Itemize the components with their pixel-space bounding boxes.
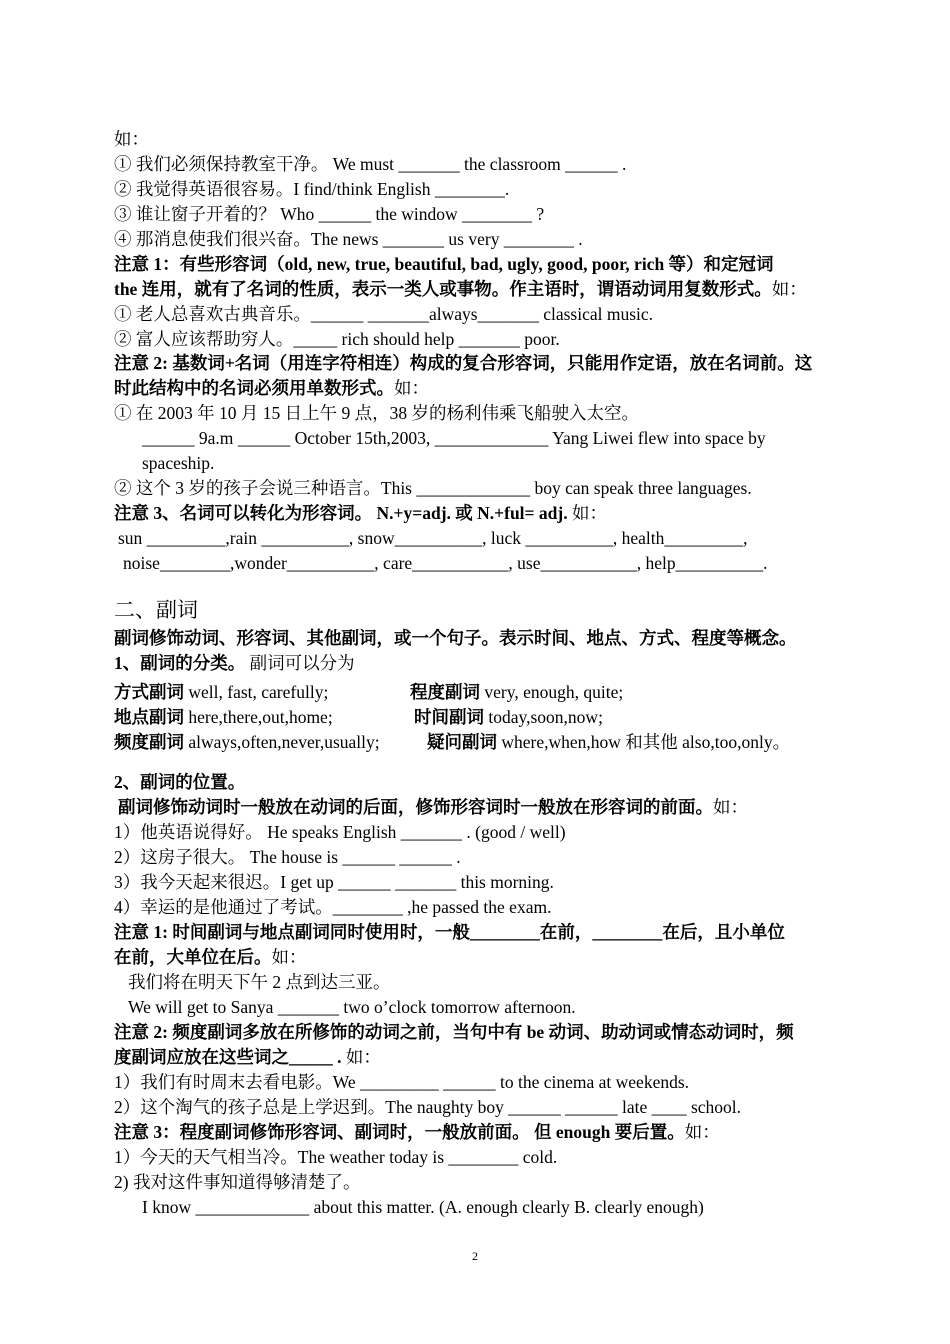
line-tail: 如：: [771, 279, 807, 299]
note-line: [114, 377, 429, 399]
text-line: [114, 896, 551, 918]
text-line: [128, 996, 576, 1018]
class-label: 时间副词: [414, 707, 484, 727]
note-line: [114, 1021, 794, 1043]
text-line: [142, 452, 214, 474]
line-tail: 如：: [271, 947, 307, 967]
note-line: [114, 1046, 381, 1068]
class-words: well, fast, carefully;: [184, 682, 329, 702]
text-line: [114, 846, 461, 868]
line-text: ______ 9a.m ______ October 15th,2003, _____________ Yang Liwei flew into space by: [142, 428, 766, 448]
line-text: 2）这房子很大。 The house is ______ ______ .: [114, 847, 461, 867]
text-line: [114, 328, 560, 350]
line-text: 在前，大单位在后。: [114, 947, 272, 967]
line-text: 二、副词: [114, 598, 198, 622]
note-line: [114, 652, 355, 674]
text-line: [114, 1171, 360, 1193]
line-text: I know _____________ about this matter. (A. enough clearly B. clearly enough): [142, 1197, 704, 1217]
class-row-place: [114, 706, 333, 728]
text-line: [114, 128, 149, 150]
line-text: 注意 2: 基数词+名词（用连字符相连）构成的复合形容词，只能用作定语，放在名词前。这: [114, 353, 813, 373]
note-line: [114, 1121, 720, 1143]
line-text: ① 我们必须保持教室干净。 We must _______ the classroom ______ .: [114, 154, 627, 174]
line-text: 副词修饰动词、形容词、其他副词，或一个句子。表示时间、地点、方式、程度等概念。: [114, 628, 797, 648]
text-line: [114, 477, 752, 499]
section-heading: [114, 599, 198, 622]
line-text: 注意 1：有些形容词（old, new, true, beautiful, bad, ugly, good, poor, rich 等）和定冠词: [114, 254, 774, 274]
text-line: [128, 971, 391, 993]
line-text: spaceship.: [142, 453, 215, 473]
text-line: [114, 1096, 741, 1118]
line-text: ② 我觉得英语很容易。I find/think English ________.: [114, 179, 510, 199]
text-line: [118, 527, 747, 549]
text-line: [142, 1196, 704, 1218]
line-tail: 如：: [684, 1122, 720, 1142]
text-line: [114, 303, 653, 325]
text-line: [114, 228, 583, 250]
class-row-time: [414, 706, 603, 728]
line-tail: 如：: [713, 797, 748, 817]
class-label: 地点副词: [114, 707, 184, 727]
class-words: where,when,how 和其他 also,too,only。: [497, 732, 791, 752]
note-line: [114, 253, 774, 275]
line-text: ① 在 2003 年 10 月 15 日上午 9 点，38 岁的杨利伟乘飞船驶入太空。: [114, 403, 639, 423]
line-text: the 连用，就有了名词的性质，表示一类人或事物。作主语时，谓语动词用复数形式。: [114, 279, 772, 299]
line-text: 2、副词的位置。: [114, 772, 246, 792]
note-line: [114, 627, 797, 649]
class-label: 程度副词: [410, 682, 480, 702]
line-text: 注意 1: 时间副词与地点副词同时使用时，一般________在前，________在后，且小单位: [114, 922, 785, 942]
line-text: 1、副词的分类。: [114, 653, 246, 673]
line-text: 我们将在明天下午 2 点到达三亚。: [128, 972, 391, 992]
line-text: ② 这个 3 岁的孩子会说三种语言。This _____________ boy can speak three languages.: [114, 478, 752, 498]
text-line: [123, 552, 768, 574]
note-line: [118, 796, 748, 818]
text-line: [114, 153, 626, 175]
note-line: [114, 352, 812, 374]
class-row-manner: [114, 681, 328, 703]
line-tail: 如：: [394, 378, 429, 398]
text-line: [114, 402, 639, 424]
line-tail: 如：: [341, 1047, 381, 1067]
line-text: ④ 那消息使我们很兴奋。The news _______ us very ________ .: [114, 229, 583, 249]
text-line: [114, 821, 566, 843]
line-tail: 副词可以分为: [245, 653, 355, 673]
class-label: 疑问副词: [427, 732, 497, 752]
note-line: [114, 502, 607, 524]
note-line: [114, 921, 785, 943]
class-row-degree: [410, 681, 623, 703]
note-line: [114, 278, 807, 300]
text-line: [114, 178, 509, 200]
line-text: 时此结构中的名词必须用单数形式。: [114, 378, 394, 398]
line-text: 如：: [114, 129, 149, 149]
class-words: very, enough, quite;: [480, 682, 624, 702]
text-line: [114, 203, 544, 225]
line-text: 2) 我对这件事知道得够清楚了。: [114, 1172, 361, 1192]
class-words: always,often,never,usually;: [184, 732, 380, 752]
note-line: [114, 946, 307, 968]
line-text: ① 老人总喜欢古典音乐。______ _______always_______ classical music.: [114, 304, 654, 324]
page-number: 2: [472, 1249, 478, 1263]
line-text: 注意 3、名词可以转化为形容词。 N.+y=adj. 或 N.+ful= adj.: [114, 503, 568, 523]
text-line: [114, 1146, 557, 1168]
line-text: 1）他英语说得好。 He speaks English _______ . (good / well): [114, 822, 566, 842]
line-text: ③ 谁让窗子开着的？ Who ______ the window ________ ?: [114, 204, 545, 224]
line-text: sun _________,rain __________, snow__________, luck __________, health_________,: [118, 528, 748, 548]
line-text: noise________,wonder__________, care___________, use___________, help__________.: [123, 553, 768, 573]
class-words: today,soon,now;: [484, 707, 603, 727]
class-label: 频度副词: [114, 732, 184, 752]
line-text: 3）我今天起来很迟。I get up ______ _______ this morning.: [114, 872, 554, 892]
line-text: 1）今天的天气相当冷。The weather today is ________ cold.: [114, 1147, 558, 1167]
class-words: here,there,out,home;: [184, 707, 333, 727]
class-row-frequency: [114, 731, 380, 753]
text-line: [114, 1071, 689, 1093]
class-label: 方式副词: [114, 682, 184, 702]
class-row-interrogative: [427, 731, 790, 753]
line-text: 副词修饰动词时一般放在动词的后面，修饰形容词时一般放在形容词的前面。: [118, 797, 713, 817]
text-line: [114, 871, 554, 893]
line-text: 度副词应放在这些词之_____ .: [114, 1047, 342, 1067]
line-text: 4）幸运的是他通过了考试。________ ,he passed the exam.: [114, 897, 552, 917]
line-text: 注意 3：程度副词修饰形容词、副词时，一般放前面。 但 enough 要后置。: [114, 1122, 685, 1142]
line-text: We will get to Sanya _______ two o’clock tomorrow afternoon.: [128, 997, 576, 1017]
text-line: [142, 427, 766, 449]
line-text: 2）这个淘气的孩子总是上学迟到。The naughty boy ______ ______ late ____ school.: [114, 1097, 742, 1117]
line-text: ② 富人应该帮助穷人。_____ rich should help _______ poor.: [114, 329, 560, 349]
note-line: [114, 771, 245, 793]
line-text: 注意 2: 频度副词多放在所修饰的动词之前，当句中有 be 动词、助动词或情态动词时，频: [114, 1022, 794, 1042]
line-tail: 如：: [567, 503, 607, 523]
line-text: 1）我们有时周末去看电影。We _________ ______ to the cinema at weekends.: [114, 1072, 690, 1092]
